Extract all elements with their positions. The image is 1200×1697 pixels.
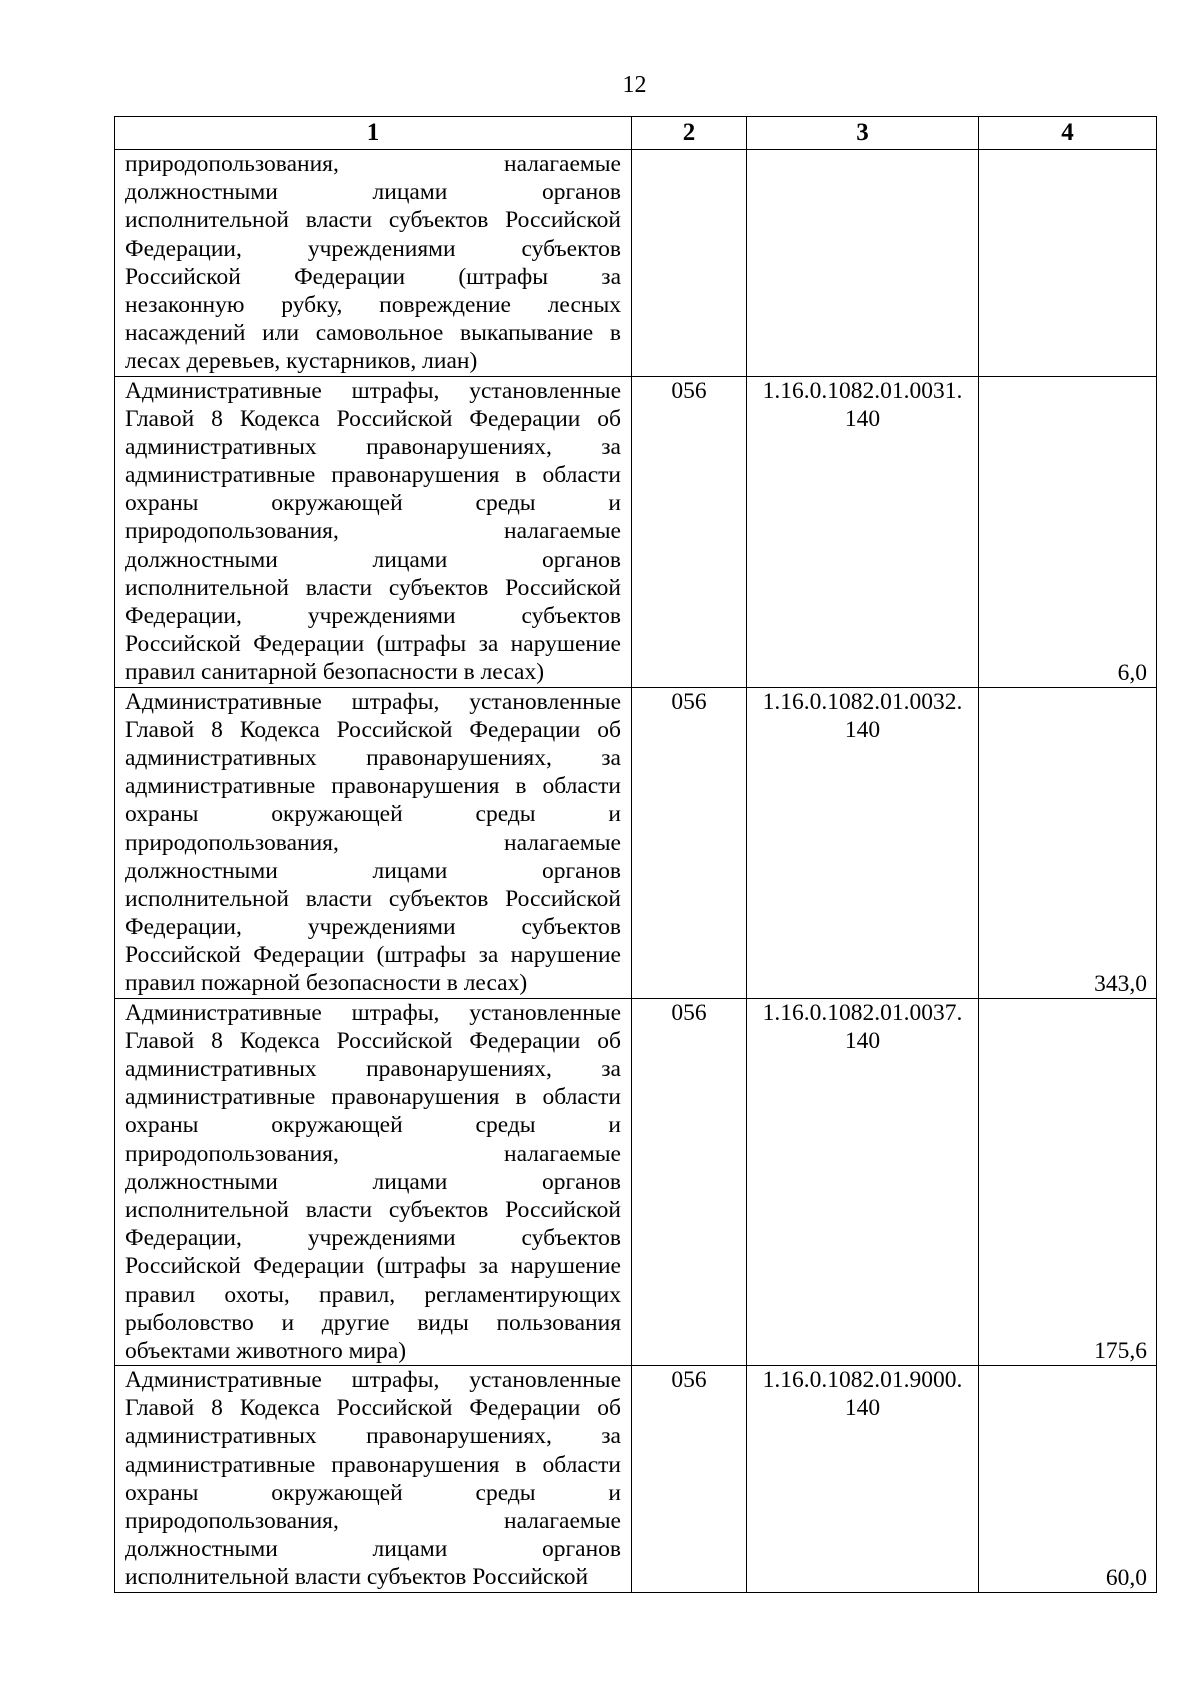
amount-cell [979, 150, 1157, 377]
revenue-description-cell [115, 687, 632, 998]
column-header-4: 4 [979, 117, 1157, 150]
description-line: природопользования, налагаемые [125, 829, 621, 856]
description-line: исполнительной власти субъектов Российской [125, 1196, 621, 1223]
table-header-row [115, 117, 1157, 150]
table-row [115, 998, 1157, 1365]
description-line: охраны окружающей среды и [125, 1479, 621, 1506]
revenue-table [114, 116, 1157, 1593]
description-line: охраны окружающей среды и [125, 801, 621, 828]
amount-value: 6,0 [1117, 659, 1147, 686]
description-line: административные правонарушения в области [125, 462, 621, 489]
amount-cell [979, 998, 1157, 1365]
administrator-code-cell: 056 [632, 687, 747, 998]
table-row [115, 1366, 1157, 1593]
revenue-description-cell [115, 150, 632, 377]
description-line: Российской Федерации (штрафы за нарушение [125, 1253, 621, 1280]
description-line: Административные штрафы, установленные [125, 377, 621, 404]
budget-classification-code-cell [747, 150, 979, 377]
description-line: Административные штрафы, установленные [125, 688, 621, 715]
description-line: должностными лицами органов [125, 857, 621, 884]
description-line: должностными лицами органов [125, 546, 621, 573]
description-line: лесах деревьев, кустарников, лиан) [125, 348, 478, 375]
administrator-code-cell: 056 [632, 1366, 747, 1593]
description-line: административные правонарушения в области [125, 773, 621, 800]
description-line: правил санитарной безопасности в лесах) [125, 659, 545, 686]
description-line: исполнительной власти субъектов Российской [125, 207, 621, 234]
description-line: природопользования, налагаемые [125, 1140, 621, 1167]
description-line: Федерации, учреждениями субъектов [125, 1225, 621, 1252]
kbk-code-line-2: 140 [844, 716, 881, 743]
column-header-1: 1 [115, 117, 632, 150]
description-line: незаконную рубку, повреждение лесных [125, 291, 621, 318]
administrator-code-cell [632, 150, 747, 377]
administrator-code-cell: 056 [632, 376, 747, 687]
revenue-description-cell [115, 376, 632, 687]
description-line: природопользования, налагаемые [125, 151, 621, 177]
description-line: административных правонарушениях, за [125, 433, 621, 460]
administrator-code-cell: 056 [632, 998, 747, 1365]
description-line: Главой 8 Кодекса Российской Федерации об [125, 1027, 621, 1054]
column-header-3: 3 [747, 117, 979, 150]
budget-classification-code-cell [747, 1366, 979, 1593]
description-line: Главой 8 Кодекса Российской Федерации об [125, 716, 621, 743]
description-line: Российской Федерации (штрафы за нарушение [125, 631, 621, 658]
description-line: природопользования, налагаемые [125, 518, 621, 545]
kbk-code-line-2: 140 [844, 405, 881, 432]
description-line: объектами животного мира) [125, 1337, 407, 1364]
table-row [115, 150, 1157, 377]
description-line: правил пожарной безопасности в лесах) [125, 970, 528, 997]
amount-value: 60,0 [1105, 1564, 1147, 1591]
amount-value: 175,6 [1094, 1338, 1147, 1365]
kbk-code-line-2: 140 [844, 1395, 881, 1422]
description-line: Федерации, учреждениями субъектов [125, 914, 621, 941]
table-row [115, 376, 1157, 687]
description-line: насаждений или самовольное выкапывание в [125, 320, 621, 347]
description-line: исполнительной власти субъектов Российской [125, 574, 621, 601]
amount-cell [979, 1366, 1157, 1593]
description-line: исполнительной власти субъектов Российской [125, 1564, 589, 1591]
revenue-description-cell [115, 998, 632, 1365]
budget-classification-code-cell [747, 376, 979, 687]
description-line: Российской Федерации (штрафы за нарушение [125, 942, 621, 969]
amount-cell [979, 376, 1157, 687]
kbk-code-line-1: 1.16.0.1082.01.0037. [762, 999, 963, 1026]
description-line: должностными лицами органов [125, 1536, 621, 1563]
description-line: охраны окружающей среды и [125, 490, 621, 517]
description-line: охраны окружающей среды и [125, 1112, 621, 1139]
kbk-code-line-1: 1.16.0.1082.01.0032. [762, 688, 963, 715]
description-line: Главой 8 Кодекса Российской Федерации об [125, 405, 621, 432]
description-line: административные правонарушения в области [125, 1084, 621, 1111]
description-line: рыболовство и другие виды пользования [125, 1309, 621, 1336]
description-line: Административные штрафы, установленные [125, 1367, 621, 1394]
description-line: Федерации, учреждениями субъектов [125, 235, 621, 262]
description-line: административных правонарушениях, за [125, 1423, 621, 1450]
budget-classification-code-cell [747, 687, 979, 998]
description-line: Российской Федерации (штрафы за [125, 263, 621, 290]
description-line: административных правонарушениях, за [125, 1056, 621, 1082]
amount-value: 343,0 [1094, 970, 1147, 997]
page-number: 12 [622, 72, 647, 98]
description-line: Главой 8 Кодекса Российской Федерации об [125, 1395, 621, 1422]
description-line: природопользования, налагаемые [125, 1508, 621, 1534]
revenue-description-cell [115, 1366, 632, 1593]
column-header-2: 2 [632, 117, 747, 150]
description-line: административные правонарушения в области [125, 1451, 621, 1478]
table-body [115, 150, 1157, 1593]
budget-classification-code-cell [747, 998, 979, 1365]
description-line: должностными лицами органов [125, 1168, 621, 1195]
amount-cell [979, 687, 1157, 998]
table-row [115, 687, 1157, 998]
description-line: административных правонарушениях, за [125, 744, 621, 771]
description-line: Федерации, учреждениями субъектов [125, 603, 621, 629]
kbk-code-line-1: 1.16.0.1082.01.0031. [762, 377, 963, 404]
kbk-code-line-2: 140 [844, 1027, 881, 1054]
description-line: должностными лицами органов [125, 179, 621, 206]
description-line: исполнительной власти субъектов Российской [125, 885, 621, 912]
description-line: правил охоты, правил, регламентирующих [125, 1281, 621, 1308]
kbk-code-line-1: 1.16.0.1082.01.9000. [762, 1367, 963, 1394]
description-line: Административные штрафы, установленные [125, 999, 621, 1026]
